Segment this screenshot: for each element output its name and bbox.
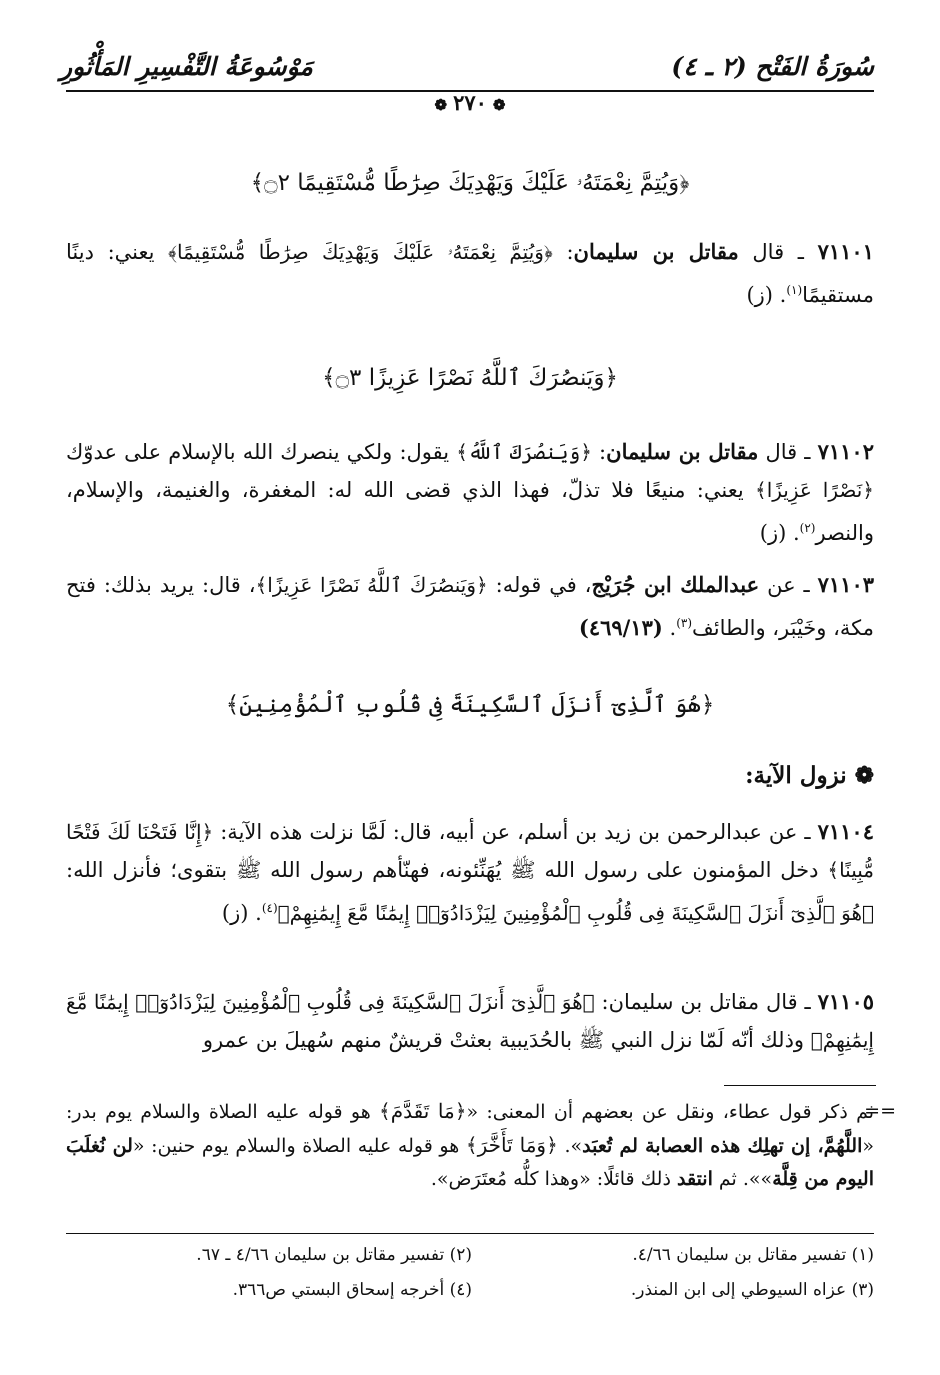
text-segment: ـ قال مقاتل بن سليمان:	[594, 990, 818, 1014]
quran-quote: ﴿وَمَا تَأَخَّرَ﴾	[465, 1133, 558, 1157]
text-segment: يعني: دينًا مستقيمًا	[66, 240, 874, 307]
text-segment: . (ز)	[759, 521, 800, 545]
text-segment: ـ عن عبدالرحمن بن زيد بن أسلم، عن أبيه، قال: لَمَّا نزلت هذه الآية:	[213, 820, 818, 844]
bold-text: (٤٦٩/١٣)	[578, 615, 663, 640]
entry-71104	[66, 813, 874, 932]
entry-71102	[66, 433, 874, 552]
bold-text: انتقد	[676, 1168, 713, 1190]
text-segment: يقول: ولكي ينصرك الله بالإسلام على عدوّك	[66, 440, 457, 464]
ornament-icon: ❁	[492, 96, 506, 114]
text-segment: . (ز)	[746, 283, 787, 307]
entry-number: ٧١١٠٢	[817, 439, 874, 464]
header-surah-title: سُورَةُ الفَتْح (٢ ـ ٤)	[671, 52, 874, 81]
verse-heading-3: ﴿وَيَنصُرَكَ ٱللَّهُ نَصْرًا عَزِيزًا ۝٣﴾	[322, 365, 618, 391]
footnote-ref: (٣)	[676, 616, 693, 630]
verse-heading-2: ﴿وَيُتِمَّ نِعْمَتَهُۥ عَلَيْكَ وَيَهْدِيَكَ صِرَٰطًا مُّسْتَقِيمًا ۝٢﴾	[250, 170, 690, 196]
quran-quote: ﴿إِنَّا فَتَحْنَا لَكَ فَتْحًا مُّبِينًا﴾	[66, 820, 874, 882]
ornament-icon: ❁	[434, 96, 448, 114]
quran-quote: ﴿هُوَ ٱلَّذِىٓ أَنزَلَ ٱلسَّكِينَةَ فِى قُلُوبِ ٱلْمُؤْمِنِينَ لِيَزْدَادُوٓا۟ إِيمَٰنًا مَّعَ إِيمَٰنِهِمْ﴾	[66, 990, 874, 1052]
quran-quote: ﴿نَصْرًا عَزِيزًا﴾	[754, 478, 874, 502]
footnote-ref: (٤)	[261, 901, 278, 915]
entry-71103	[66, 566, 874, 647]
text-segment: ـ قال	[758, 440, 818, 464]
page-number-block	[0, 90, 940, 115]
bold-text: عبدالملك ابن جُرَيْج	[591, 572, 760, 597]
text-segment: »». ثم	[712, 1168, 773, 1190]
entry-71105	[66, 983, 874, 1059]
text-segment: :	[552, 240, 574, 264]
footnote-separator	[724, 1085, 876, 1086]
quran-quote: ﴿هُوَ ٱلَّذِىٓ أَنزَلَ ٱلسَّكِينَةَ فِى قُلُوبِ ٱلْمُؤْمِنِينَ لِيَزْدَادُوٓا۟ إِيمَٰنًا مَّعَ إِيمَٰنِهِمْ﴾	[277, 901, 874, 925]
entry-number: ٧١١٠١	[817, 239, 874, 264]
entry-number: ٧١١٠٥	[817, 989, 875, 1014]
text-segment: ، قال: يريد بذلك: فتح مكة، وخَيْبَر، والطائف	[66, 573, 874, 640]
text-segment: ، في قوله:	[487, 573, 592, 597]
text-segment: . (ز)	[221, 901, 262, 925]
verse-heading-4: ﴿هُوَ ٱلَّذِىٓ أَنزَلَ ٱلسَّكِينَةَ فِى قُلُوبِ ٱلْمُؤْمِنِينَ﴾	[225, 692, 715, 718]
text-segment: ـ عن	[759, 573, 818, 597]
entry-number: ٧١١٠٤	[817, 819, 874, 844]
footnote-ref: (٢)	[799, 521, 816, 535]
quran-quote: ﴿وَيُتِمَّ نِعْمَتَهُۥ عَلَيْكَ وَيَهْدِيَكَ صِرَٰطًا مُّسْتَقِيمًا﴾	[168, 240, 553, 264]
footnotes-rule	[66, 1233, 874, 1234]
text-segment: وذلك أنّه لَمّا نزل النبي ﷺ بالحُدَيبية بعثتْ قريشٌ منهم سُهيلَ بن عمرو	[202, 1028, 811, 1052]
text-segment: دخل المؤمنون على رسول الله ﷺ يُهَنِّئونه، فهنّأهم رسول الله ﷺ بتقوى؛ فأنزل الله:	[66, 858, 828, 882]
footnote-1: (١) تفسير مقاتل بن سليمان ٤/٦٦.	[632, 1245, 874, 1265]
text-segment: ثم ذكر قول عطاء، ونقل عن بعضهم أن المعنى: «	[466, 1101, 874, 1123]
text-segment: هو قوله عليه الصلاة والسلام يوم حنين: «	[132, 1135, 466, 1157]
bold-text: لن نُغلَبَ اليوم من قِلَّة	[66, 1135, 874, 1190]
text-segment: :	[591, 440, 607, 464]
bold-text: اللَّهُمَّ، إن تهلِك هذه العصابة لم تُعبَد	[582, 1135, 863, 1157]
text-segment: هو قوله عليه الصلاة والسلام يوم بدر: «	[66, 1101, 874, 1157]
entry-number: ٧١١٠٣	[817, 572, 875, 597]
page-number: ٢٧٠	[453, 90, 487, 115]
text-segment: ».	[557, 1135, 583, 1157]
quran-quote: ﴿مَا تَقَدَّمَ﴾	[379, 1099, 467, 1123]
footnote-continuation	[66, 1095, 896, 1196]
text-segment: ذلك قائلًا: «وهذا كلُّه مُعتَرَض».	[430, 1168, 677, 1190]
continuation-marker: ==	[864, 1100, 896, 1122]
bold-text: مقاتل بن سليمان	[606, 439, 759, 464]
text-segment: ـ قال	[738, 240, 818, 264]
text-segment: .	[662, 616, 677, 640]
header-book-title: مَوْسُوعَةُ التَّفْسِيرِ المَأْثُورِ	[60, 52, 313, 81]
footnote-ref: (١)	[786, 283, 803, 297]
entry-71101	[66, 233, 874, 314]
text-segment: يعني: منيعًا فلا تذلّ، فهذا الذي قضى الله له: المغفرة، والغنيمة، والإسلام، والنصر	[66, 478, 874, 545]
section-heading-revelation: ❁ نزول الآية:	[745, 762, 874, 789]
bold-text: مقاتل بن سليمان	[573, 239, 739, 264]
footnote-3: (٣) عزاه السيوطي إلى ابن المنذر.	[630, 1280, 874, 1300]
footnote-4: (٤) أخرجه إسحاق البستي ص٣٦٦.	[232, 1280, 472, 1300]
quran-quote: ﴿وَيَنصُرَكَ ٱللَّهُ﴾	[456, 440, 592, 464]
quran-quote: ﴿وَيَنصُرَكَ ٱللَّهُ نَصْرًا عَزِيزًا﴾	[255, 573, 488, 597]
footnote-2: (٢) تفسير مقاتل بن سليمان ٤/٦٦ ـ ٦٧.	[196, 1245, 472, 1265]
